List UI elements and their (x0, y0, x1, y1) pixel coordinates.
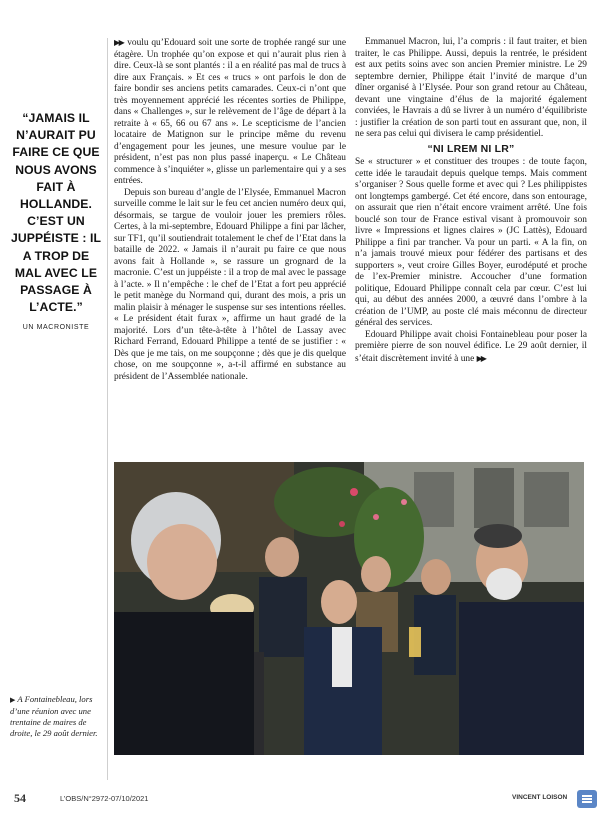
issue-info: L’OBS/N°2972-07/10/2021 (60, 794, 149, 803)
page-footer (0, 790, 600, 813)
photo-credit: VINCENT LOISON (512, 794, 568, 801)
column-divider (107, 38, 108, 780)
caption-triangle-icon: ▶ (10, 696, 16, 704)
article-paragraph: Depuis son bureau d’angle de l’Elysée, Emmanuel Macron surveille comme le lait sur le feu cet ancien numéro deux qui, désormais, se targue de vouloir jouer les premiers rôles. Certes, à la mi-septembre, Edouard Philippe a fini par lâcher, sur TF1, qu’il soutiendrait totalement le chef de l’Etat dans la bataille de 2022. « Jamais il n’aurait pu faire ce que nous avons fait à Hollande », se rassure un grognard de la macronie. C’est un juppéiste : il a trop de mal avec le passage à l’acte. » Il n’empêche : le chef de l’Etat a fort peu apprécié le petit manège du Normand qui, durant des mois, a pris un malin plaisir à ménager le suspense sur ses intentions réelles. « Le président était furax », affirme un haut gradé de la majorité. Lors d’un tête-à-tête à l’hôtel de Lassay avec Richard Ferrand, Edouard Philippe a tenté de se justifier : « Dès que je me tais, on me soupçonne ; dès que je dis quelque chose, on me soupçonne », a-t-il affirmé en substance au président de l’Assemblée nationale. (114, 187, 346, 382)
article-paragraph: ▶▶ voulu qu’Edouard soit une sorte de trophée rangé sur une étagère. Un trophée qu’on expose et qui n’aurait plus rien à dire. Ceux-là se sont plantés : il a en réalité pas mal de trucs à dire aux Français. » Et ces « trucs » ont parfois le don de faire bondir ses anciens petits camarades. Ceux-ci n’ont que très moyennement apprécié les récentes sorties de Philippe, dans « Challenges », sur le relèvement de l’âge de départ à la retraite à « 65, 66 ou 67 ans ». Le scepticisme de l’ancien locataire de Matignon sur le principe même du revenu d’engagement pour les jeunes, une mesure voulue par le président, n’est pas non plus passé inaperçu. « Le Château commence à s’inquiéter », glisse un parlementaire qui y a ses entrées. (114, 38, 346, 186)
pull-quote (10, 110, 102, 331)
continuation-arrow-icon: ▶▶ (114, 38, 124, 47)
page-number: 54 (14, 791, 26, 805)
pull-quote-attribution: UN MACRONISTE (22, 324, 90, 332)
article-paragraph: Edouard Philippe avait choisi Fontainebleau pour poser la première pierre de son nouvel édifice. Le 29 août dernier, il s’était discrètement invité à une ▶▶ (355, 329, 587, 364)
article-column-left (114, 37, 346, 383)
photo-caption: ▶ A Fontainebleau, lors d’une réunion avec une trentaine de maires de droite, le 29 août dernier. (10, 694, 98, 738)
continuation-arrow-icon: ▶▶ (476, 353, 485, 363)
section-subhead: “NI LREM NI LR” (427, 142, 515, 155)
group-photo-illustration (114, 462, 584, 755)
article-column-right (355, 37, 587, 365)
article-photo (114, 462, 584, 755)
menu-icon[interactable] (577, 790, 597, 808)
pull-quote-text: “JAMAIS IL N’AURAIT PU FAIRE CE QUE NOUS AVONS FAIT À HOLLANDE. C’EST UN JUPPÉISTE : IL A TROP DE MAL AVEC LE PASSAGE À L’ACTE.” (10, 111, 102, 315)
article-paragraph: Emmanuel Macron, lui, l’a compris : il faut traiter, et bien traiter, le cas Philippe. Aussi, depuis la rentrée, le président est aux petits soins avec son ancien Premier ministre. Le 29 septembre dernier, Philippe était l’invité de marque d’un dîner organisé à l’Elysée. Pour son grand retour au Château, devant une vingtaine d’élus de la majorité également conviées, le Havrais a dû se livrer à un numéro d’équilibriste : justifier la création de son parti tout en assurant que, non, il ne sera pas celui qui divisera le camp présidentiel. (355, 37, 587, 139)
article-paragraph: Se « structurer » et constituer des troupes : de toute façon, cette idée le taraudait depuis quelque temps. Mais comment s’organiser ? Sous quelle forme et avec qui ? Les philippistes ont longtemps gambergé. Cet été encore, dans son entourage, on assurait que rien n’était encore vraiment arrêté. Une fois bouclé son tour de France estival visant à promouvoir son livre « Impressions et lignes claires » (JC Lattès), Edouard Philippe a fini par trancher. Va pour un parti. « A la fin, on n’a jamais trouvé mieux pour fédérer des partisans et des supporters », veut croire Gilles Boyer, eurodéputé et proche de l’ex-Premier ministre. Accoucher d’une formation politique, Edouard Philippe connaît cela par cœur. C’est lui qui, au début des années 2000, a œuvré dans l’ombre à la création de l’UMP, au poste clé mais méconnu de directeur général des services. (355, 157, 587, 328)
